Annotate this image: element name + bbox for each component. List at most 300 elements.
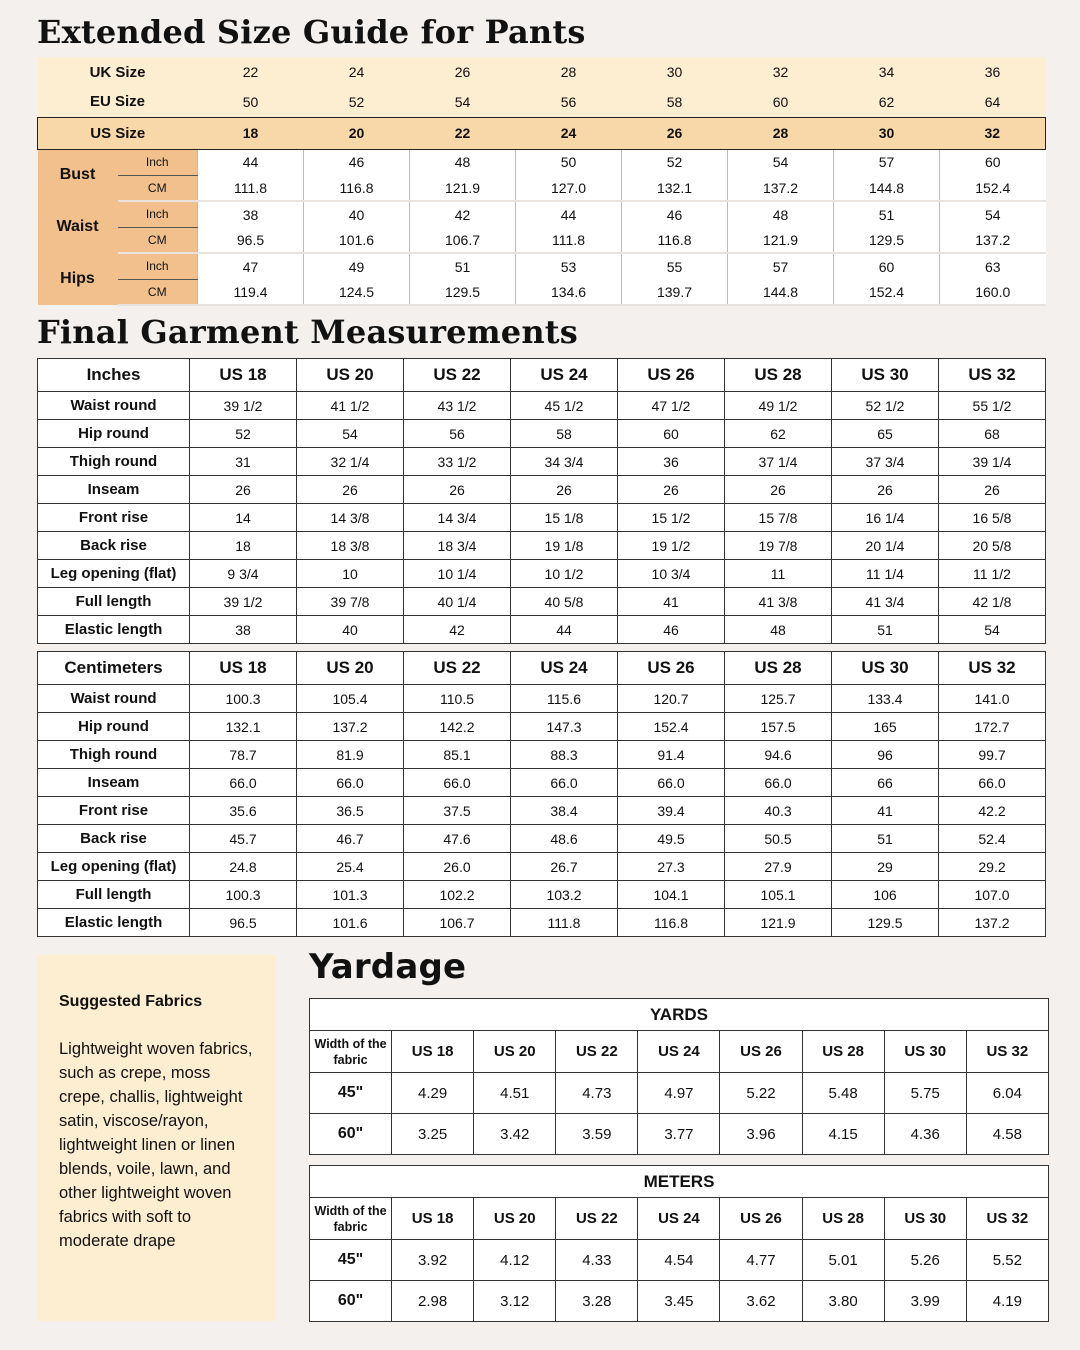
yardage-cell: 4.97 bbox=[638, 1073, 720, 1114]
table-cell: 15 1/2 bbox=[618, 504, 725, 532]
meters-table bbox=[309, 1165, 1049, 1322]
table-cell: 36.5 bbox=[297, 797, 404, 825]
table-cell: 141.0 bbox=[939, 685, 1046, 713]
size-header: US 32 bbox=[939, 359, 1046, 392]
size-header: US 24 bbox=[638, 1031, 720, 1073]
measure-value: 111.8 bbox=[516, 227, 622, 253]
table-header-row bbox=[38, 359, 1046, 392]
us-size-value: 30 bbox=[834, 117, 940, 149]
measure-row bbox=[38, 149, 1046, 175]
size-header: US 30 bbox=[832, 652, 939, 685]
measure-value: 46 bbox=[304, 149, 410, 175]
table-cell: 26 bbox=[190, 476, 297, 504]
measure-value: 116.8 bbox=[304, 175, 410, 201]
measure-group-label: Hips bbox=[38, 253, 118, 305]
row-label: Full length bbox=[38, 881, 190, 909]
table-cell: 66.0 bbox=[939, 769, 1046, 797]
table-cell: 101.6 bbox=[297, 909, 404, 937]
yardage-cell: 5.26 bbox=[884, 1240, 966, 1281]
measure-group-label: Waist bbox=[38, 201, 118, 253]
yardage-caption: YARDS bbox=[310, 999, 1049, 1031]
yardage-cell: 3.25 bbox=[392, 1114, 474, 1155]
table-row bbox=[38, 769, 1046, 797]
size-header: US 24 bbox=[511, 359, 618, 392]
us-size-row bbox=[38, 117, 1046, 149]
table-row bbox=[38, 797, 1046, 825]
measure-value: 51 bbox=[410, 253, 516, 279]
yards-table bbox=[309, 998, 1049, 1155]
yardage-cell: 3.62 bbox=[720, 1281, 802, 1322]
size-header: US 28 bbox=[725, 652, 832, 685]
row-label: Back rise bbox=[38, 532, 190, 560]
yardage-cell: 4.15 bbox=[802, 1114, 884, 1155]
size-header: US 18 bbox=[190, 359, 297, 392]
table-cell: 137.2 bbox=[297, 713, 404, 741]
table-cell: 11 bbox=[725, 560, 832, 588]
size-header: US 22 bbox=[404, 359, 511, 392]
size-header: US 32 bbox=[966, 1198, 1048, 1240]
row-label: Front rise bbox=[38, 797, 190, 825]
size-header: US 22 bbox=[556, 1198, 638, 1240]
yardage-cell: 3.42 bbox=[474, 1114, 556, 1155]
table-cell: 120.7 bbox=[618, 685, 725, 713]
table-row bbox=[38, 476, 1046, 504]
table-cell: 38.4 bbox=[511, 797, 618, 825]
measure-value: 57 bbox=[834, 149, 940, 175]
fabric-width-header: Width of the fabric bbox=[310, 1198, 392, 1240]
table-row bbox=[38, 504, 1046, 532]
yardage-title: Yardage bbox=[309, 947, 467, 987]
table-cell: 66.0 bbox=[190, 769, 297, 797]
table-cell: 49 1/2 bbox=[725, 392, 832, 420]
table-cell: 32 1/4 bbox=[297, 448, 404, 476]
table-cell: 16 1/4 bbox=[832, 504, 939, 532]
size-guide-title: Extended Size Guide for Pants bbox=[37, 13, 586, 51]
table-cell: 47 1/2 bbox=[618, 392, 725, 420]
table-cell: 51 bbox=[832, 616, 939, 644]
size-header: US 32 bbox=[966, 1031, 1048, 1073]
yardage-row bbox=[310, 1114, 1049, 1155]
fabric-width-label: 60" bbox=[310, 1114, 392, 1155]
table-cell: 121.9 bbox=[725, 909, 832, 937]
size-header: US 22 bbox=[556, 1031, 638, 1073]
eu-size-value: 60 bbox=[728, 87, 834, 117]
measure-value: 129.5 bbox=[410, 279, 516, 305]
yardage-row bbox=[310, 1240, 1049, 1281]
table-row bbox=[38, 741, 1046, 769]
measure-value: 40 bbox=[304, 201, 410, 227]
fabric-width-label: 45" bbox=[310, 1240, 392, 1281]
yardage-header-row bbox=[310, 1198, 1049, 1240]
measure-value: 101.6 bbox=[304, 227, 410, 253]
table-cell: 88.3 bbox=[511, 741, 618, 769]
yardage-cell: 6.04 bbox=[966, 1073, 1048, 1114]
table-cell: 39 1/2 bbox=[190, 588, 297, 616]
yardage-cell: 3.77 bbox=[638, 1114, 720, 1155]
yardage-cell: 5.52 bbox=[966, 1240, 1048, 1281]
table-cell: 133.4 bbox=[832, 685, 939, 713]
measure-value: 44 bbox=[198, 149, 304, 175]
table-row bbox=[38, 881, 1046, 909]
table-cell: 44 bbox=[511, 616, 618, 644]
row-label: Leg opening (flat) bbox=[38, 560, 190, 588]
measure-row bbox=[38, 175, 1046, 201]
fabrics-body: Lightweight woven fabrics, such as crepe, moss crepe, challis, lightweight satin, viscose/rayon, lightweight linen or linen blends, voile, lawn, and other lightweight woven fabrics with soft to moderate drape bbox=[59, 1040, 253, 1250]
us-size-label: US Size bbox=[38, 117, 198, 149]
measure-value: 139.7 bbox=[622, 279, 728, 305]
table-cell: 100.3 bbox=[190, 881, 297, 909]
table-cell: 47.6 bbox=[404, 825, 511, 853]
size-header: US 18 bbox=[392, 1198, 474, 1240]
eu-size-value: 64 bbox=[940, 87, 1046, 117]
table-cell: 42.2 bbox=[939, 797, 1046, 825]
table-cell: 68 bbox=[939, 420, 1046, 448]
table-cell: 54 bbox=[297, 420, 404, 448]
measure-value: 47 bbox=[198, 253, 304, 279]
yardage-cell: 4.29 bbox=[392, 1073, 474, 1114]
table-cell: 66 bbox=[832, 769, 939, 797]
row-label: Inseam bbox=[38, 476, 190, 504]
table-cell: 142.2 bbox=[404, 713, 511, 741]
yardage-caption-row bbox=[310, 1166, 1049, 1198]
size-header: US 18 bbox=[190, 652, 297, 685]
table-cell: 94.6 bbox=[725, 741, 832, 769]
table-cell: 105.1 bbox=[725, 881, 832, 909]
measure-value: 144.8 bbox=[834, 175, 940, 201]
table-cell: 26 bbox=[832, 476, 939, 504]
table-cell: 52.4 bbox=[939, 825, 1046, 853]
measure-value: 111.8 bbox=[198, 175, 304, 201]
table-cell: 46 bbox=[618, 616, 725, 644]
table-cell: 101.3 bbox=[297, 881, 404, 909]
size-header: US 28 bbox=[725, 359, 832, 392]
measure-value: 152.4 bbox=[940, 175, 1046, 201]
yardage-cell: 3.12 bbox=[474, 1281, 556, 1322]
table-cell: 66.0 bbox=[618, 769, 725, 797]
measure-value: 63 bbox=[940, 253, 1046, 279]
table-cell: 52 1/2 bbox=[832, 392, 939, 420]
us-size-value: 20 bbox=[304, 117, 410, 149]
table-cell: 41 1/2 bbox=[297, 392, 404, 420]
table-cell: 41 3/8 bbox=[725, 588, 832, 616]
table-cell: 105.4 bbox=[297, 685, 404, 713]
table-row bbox=[38, 853, 1046, 881]
size-header: US 26 bbox=[720, 1198, 802, 1240]
table-cell: 26 bbox=[511, 476, 618, 504]
table-cell: 10 3/4 bbox=[618, 560, 725, 588]
table-row bbox=[38, 392, 1046, 420]
table-cell: 39 7/8 bbox=[297, 588, 404, 616]
table-cell: 40 bbox=[297, 616, 404, 644]
table-cell: 152.4 bbox=[618, 713, 725, 741]
table-cell: 56 bbox=[404, 420, 511, 448]
table-cell: 147.3 bbox=[511, 713, 618, 741]
table-cell: 54 bbox=[939, 616, 1046, 644]
measure-value: 55 bbox=[622, 253, 728, 279]
yardage-cell: 4.58 bbox=[966, 1114, 1048, 1155]
yardage-cell: 4.19 bbox=[966, 1281, 1048, 1322]
measure-value: 132.1 bbox=[622, 175, 728, 201]
table-cell: 39 1/4 bbox=[939, 448, 1046, 476]
yardage-cell: 3.59 bbox=[556, 1114, 638, 1155]
table-cell: 103.2 bbox=[511, 881, 618, 909]
table-cell: 96 bbox=[832, 741, 939, 769]
table-cell: 24.8 bbox=[190, 853, 297, 881]
size-header: US 22 bbox=[404, 652, 511, 685]
table-cell: 37.5 bbox=[404, 797, 511, 825]
table-cell: 18 3/8 bbox=[297, 532, 404, 560]
table-cell: 10 1/2 bbox=[511, 560, 618, 588]
table-cell: 66.0 bbox=[511, 769, 618, 797]
table-cell: 18 3/4 bbox=[404, 532, 511, 560]
table-cell: 100.3 bbox=[190, 685, 297, 713]
yardage-row bbox=[310, 1281, 1049, 1322]
table-cell: 27.9 bbox=[725, 853, 832, 881]
table-cell: 165 bbox=[832, 713, 939, 741]
table-cell: 107.0 bbox=[939, 881, 1046, 909]
table-cell: 85.1 bbox=[404, 741, 511, 769]
table-cell: 48 bbox=[725, 616, 832, 644]
table-cell: 45.7 bbox=[190, 825, 297, 853]
table-cell: 35.6 bbox=[190, 797, 297, 825]
table-row bbox=[38, 560, 1046, 588]
measure-row bbox=[38, 201, 1046, 227]
unit-label: CM bbox=[118, 279, 198, 305]
us-size-value: 32 bbox=[940, 117, 1046, 149]
uk-size-value: 34 bbox=[834, 57, 940, 87]
table-cell: 41 3/4 bbox=[832, 588, 939, 616]
table-cell: 60 bbox=[618, 420, 725, 448]
unit-label: CM bbox=[118, 227, 198, 253]
yardage-cell: 5.75 bbox=[884, 1073, 966, 1114]
yardage-cell: 5.01 bbox=[802, 1240, 884, 1281]
table-cell: 39 1/2 bbox=[190, 392, 297, 420]
table-cell: 157.5 bbox=[725, 713, 832, 741]
size-header: US 28 bbox=[802, 1198, 884, 1240]
uk-size-value: 24 bbox=[304, 57, 410, 87]
measure-row bbox=[38, 279, 1046, 305]
row-label: Back rise bbox=[38, 825, 190, 853]
table-cell: 49.5 bbox=[618, 825, 725, 853]
yardage-header-row bbox=[310, 1031, 1049, 1073]
table-cell: 19 7/8 bbox=[725, 532, 832, 560]
fabric-width-header: Width of the fabric bbox=[310, 1031, 392, 1073]
size-header: US 28 bbox=[802, 1031, 884, 1073]
table-cell: 10 1/4 bbox=[404, 560, 511, 588]
measure-value: 54 bbox=[940, 201, 1046, 227]
measure-value: 57 bbox=[728, 253, 834, 279]
measure-value: 49 bbox=[304, 253, 410, 279]
measure-group-label: Bust bbox=[38, 149, 118, 201]
table-cell: 48.6 bbox=[511, 825, 618, 853]
table-cell: 43 1/2 bbox=[404, 392, 511, 420]
eu-size-label: EU Size bbox=[38, 87, 198, 117]
table-cell: 26 bbox=[404, 476, 511, 504]
measure-value: 137.2 bbox=[940, 227, 1046, 253]
table-cell: 46.7 bbox=[297, 825, 404, 853]
row-label: Front rise bbox=[38, 504, 190, 532]
table-cell: 66.0 bbox=[297, 769, 404, 797]
table-cell: 9 3/4 bbox=[190, 560, 297, 588]
measure-value: 60 bbox=[940, 149, 1046, 175]
table-cell: 20 5/8 bbox=[939, 532, 1046, 560]
us-size-value: 28 bbox=[728, 117, 834, 149]
table-cell: 26.0 bbox=[404, 853, 511, 881]
table-cell: 116.8 bbox=[618, 909, 725, 937]
table-cell: 42 bbox=[404, 616, 511, 644]
size-header: US 32 bbox=[939, 652, 1046, 685]
table-row bbox=[38, 448, 1046, 476]
unit-label: Inch bbox=[118, 149, 198, 175]
table-row bbox=[38, 825, 1046, 853]
table-cell: 25.4 bbox=[297, 853, 404, 881]
table-cell: 106 bbox=[832, 881, 939, 909]
eu-size-value: 56 bbox=[516, 87, 622, 117]
measure-value: 134.6 bbox=[516, 279, 622, 305]
size-header: US 20 bbox=[297, 359, 404, 392]
measure-value: 119.4 bbox=[198, 279, 304, 305]
unit-label: CM bbox=[118, 175, 198, 201]
yardage-cell: 5.48 bbox=[802, 1073, 884, 1114]
table-cell: 62 bbox=[725, 420, 832, 448]
size-header: US 20 bbox=[297, 652, 404, 685]
table-cell: 15 7/8 bbox=[725, 504, 832, 532]
eu-size-value: 58 bbox=[622, 87, 728, 117]
table-cell: 10 bbox=[297, 560, 404, 588]
inches-table bbox=[37, 358, 1046, 644]
measure-value: 106.7 bbox=[410, 227, 516, 253]
yardage-cell: 3.99 bbox=[884, 1281, 966, 1322]
table-row bbox=[38, 616, 1046, 644]
measure-value: 42 bbox=[410, 201, 516, 227]
measure-row bbox=[38, 227, 1046, 253]
measure-value: 160.0 bbox=[940, 279, 1046, 305]
us-size-value: 22 bbox=[410, 117, 516, 149]
table-row bbox=[38, 420, 1046, 448]
table-cell: 137.2 bbox=[939, 909, 1046, 937]
yardage-cell: 4.12 bbox=[474, 1240, 556, 1281]
table-cell: 81.9 bbox=[297, 741, 404, 769]
table-cell: 66.0 bbox=[725, 769, 832, 797]
table-cell: 14 bbox=[190, 504, 297, 532]
table-cell: 26 bbox=[725, 476, 832, 504]
size-header: US 30 bbox=[832, 359, 939, 392]
eu-size-value: 50 bbox=[198, 87, 304, 117]
table-cell: 52 bbox=[190, 420, 297, 448]
measure-value: 51 bbox=[834, 201, 940, 227]
table-cell: 19 1/8 bbox=[511, 532, 618, 560]
measure-value: 60 bbox=[834, 253, 940, 279]
table-cell: 42 1/8 bbox=[939, 588, 1046, 616]
measure-value: 48 bbox=[410, 149, 516, 175]
uk-size-value: 36 bbox=[940, 57, 1046, 87]
measure-value: 129.5 bbox=[834, 227, 940, 253]
garment-title: Final Garment Measurements bbox=[37, 313, 578, 351]
table-cell: 65 bbox=[832, 420, 939, 448]
table-cell: 66.0 bbox=[404, 769, 511, 797]
table-cell: 45 1/2 bbox=[511, 392, 618, 420]
table-cell: 115.6 bbox=[511, 685, 618, 713]
uk-size-value: 26 bbox=[410, 57, 516, 87]
eu-size-row bbox=[38, 87, 1046, 117]
row-label: Elastic length bbox=[38, 616, 190, 644]
eu-size-value: 52 bbox=[304, 87, 410, 117]
size-header: US 24 bbox=[638, 1198, 720, 1240]
table-cell: 132.1 bbox=[190, 713, 297, 741]
size-header: US 26 bbox=[618, 652, 725, 685]
table-cell: 40 1/4 bbox=[404, 588, 511, 616]
size-header: US 20 bbox=[474, 1031, 556, 1073]
yardage-cell: 3.45 bbox=[638, 1281, 720, 1322]
unit-header: Inches bbox=[38, 359, 190, 392]
row-label: Hip round bbox=[38, 713, 190, 741]
table-cell: 40 5/8 bbox=[511, 588, 618, 616]
table-cell: 33 1/2 bbox=[404, 448, 511, 476]
centimeters-table bbox=[37, 651, 1046, 937]
table-cell: 37 3/4 bbox=[832, 448, 939, 476]
table-cell: 41 bbox=[618, 588, 725, 616]
uk-size-value: 28 bbox=[516, 57, 622, 87]
row-label: Thigh round bbox=[38, 741, 190, 769]
yardage-cell: 4.77 bbox=[720, 1240, 802, 1281]
yardage-cell: 2.98 bbox=[392, 1281, 474, 1322]
measure-value: 127.0 bbox=[516, 175, 622, 201]
yardage-cell: 4.33 bbox=[556, 1240, 638, 1281]
yardage-caption: METERS bbox=[310, 1166, 1049, 1198]
size-header: US 18 bbox=[392, 1031, 474, 1073]
fabrics-title: Suggested Fabrics bbox=[59, 993, 203, 1010]
table-header-row bbox=[38, 652, 1046, 685]
table-cell: 26 bbox=[618, 476, 725, 504]
measure-value: 121.9 bbox=[728, 227, 834, 253]
table-cell: 111.8 bbox=[511, 909, 618, 937]
table-cell: 11 1/2 bbox=[939, 560, 1046, 588]
measure-value: 54 bbox=[728, 149, 834, 175]
table-cell: 14 3/4 bbox=[404, 504, 511, 532]
table-cell: 55 1/2 bbox=[939, 392, 1046, 420]
row-label: Elastic length bbox=[38, 909, 190, 937]
measure-value: 50 bbox=[516, 149, 622, 175]
table-cell: 58 bbox=[511, 420, 618, 448]
table-cell: 102.2 bbox=[404, 881, 511, 909]
table-row bbox=[38, 909, 1046, 937]
table-cell: 39.4 bbox=[618, 797, 725, 825]
row-label: Waist round bbox=[38, 392, 190, 420]
table-row bbox=[38, 532, 1046, 560]
uk-size-label: UK Size bbox=[38, 57, 198, 87]
measure-value: 137.2 bbox=[728, 175, 834, 201]
table-cell: 18 bbox=[190, 532, 297, 560]
row-label: Leg opening (flat) bbox=[38, 853, 190, 881]
suggested-fabrics-box bbox=[37, 955, 276, 1321]
unit-label: Inch bbox=[118, 253, 198, 279]
table-cell: 91.4 bbox=[618, 741, 725, 769]
table-cell: 20 1/4 bbox=[832, 532, 939, 560]
table-row bbox=[38, 588, 1046, 616]
measure-value: 96.5 bbox=[198, 227, 304, 253]
table-cell: 26 bbox=[939, 476, 1046, 504]
table-cell: 99.7 bbox=[939, 741, 1046, 769]
table-cell: 19 1/2 bbox=[618, 532, 725, 560]
us-size-value: 26 bbox=[622, 117, 728, 149]
us-size-value: 24 bbox=[516, 117, 622, 149]
table-cell: 172.7 bbox=[939, 713, 1046, 741]
measure-row bbox=[38, 253, 1046, 279]
size-header: US 30 bbox=[884, 1031, 966, 1073]
table-cell: 96.5 bbox=[190, 909, 297, 937]
uk-size-value: 30 bbox=[622, 57, 728, 87]
yardage-caption-row bbox=[310, 999, 1049, 1031]
